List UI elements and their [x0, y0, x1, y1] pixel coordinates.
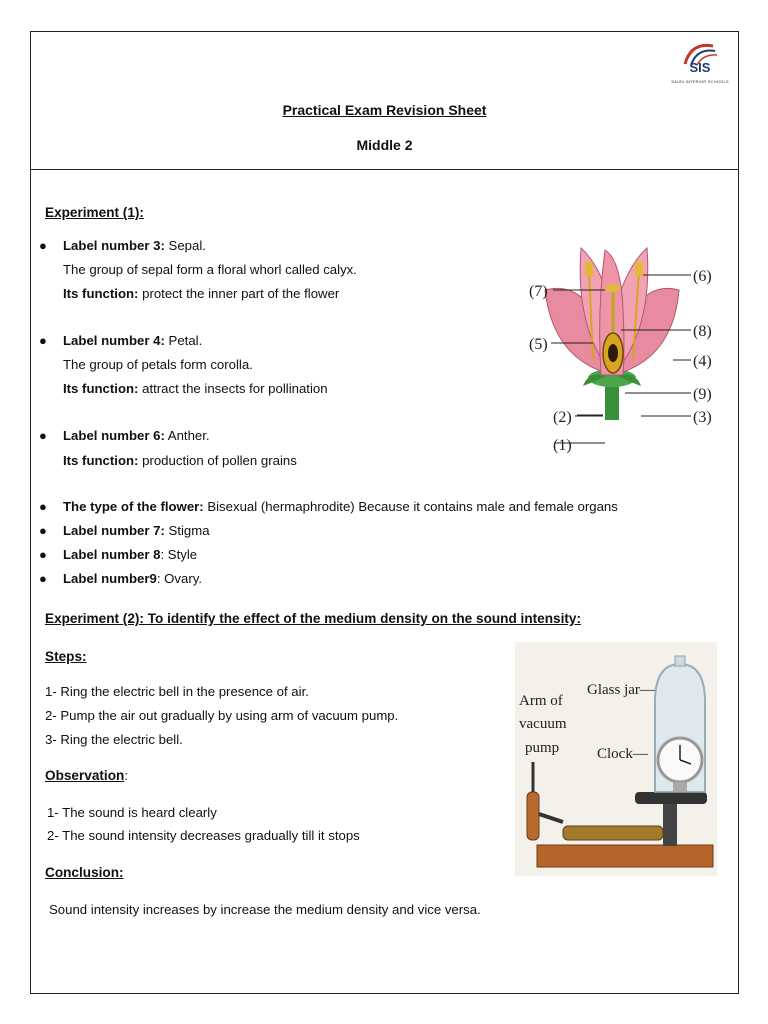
bullet: ●: [39, 499, 47, 514]
list-item: Label number 3: Sepal.: [63, 238, 206, 253]
figure-label-arm-2: vacuum: [519, 716, 567, 732]
diagram-label-6: (6): [693, 268, 712, 285]
conclusion-text: Sound intensity increases by increase the medium density and vice versa.: [49, 902, 481, 917]
header-divider: [31, 169, 738, 170]
list-item-detail: The group of petals form corolla.: [63, 357, 253, 372]
list-item: Label number 7: Stigma: [63, 523, 210, 538]
list-item: Label number 6: Anther.: [63, 428, 210, 443]
list-item: Label number 4: Petal.: [63, 333, 203, 348]
experiment1-heading: Experiment (1):: [45, 205, 144, 220]
revision-sheet: [30, 31, 739, 994]
observation-heading: Observation:: [45, 768, 128, 783]
figure-label-clock: Clock—: [597, 746, 648, 762]
list-item: Label number 8: Style: [63, 547, 198, 562]
logo-subtext: SAUDI INTERIOR SCHOOLS: [671, 79, 729, 84]
logo-text: SIS: [689, 60, 711, 75]
step-item: 3- Ring the electric bell.: [45, 732, 183, 747]
list-item-function: Its function: protect the inner part of the flower: [63, 286, 340, 301]
bullet: ●: [39, 523, 47, 538]
list-item-function: Its function: attract the insects for pollination: [63, 381, 328, 396]
diagram-label-7: (7): [529, 283, 548, 300]
list-item-function: Its function: production of pollen grains: [63, 453, 297, 468]
flower-diagram: [493, 210, 721, 454]
bullet: ●: [39, 428, 47, 443]
observation-item: 1- The sound is heard clearly: [47, 805, 217, 820]
step-item: 1- Ring the electric bell in the presence of air.: [45, 684, 309, 699]
bell-jar-figure: [515, 642, 717, 876]
step-item: 2- Pump the air out gradually by using arm of vacuum pump.: [45, 708, 399, 723]
observation-item: 2- The sound intensity decreases gradually till it stops: [47, 828, 360, 843]
bullet: ●: [39, 571, 47, 586]
conclusion-heading: Conclusion:: [45, 865, 124, 880]
diagram-label-4: (4): [693, 353, 712, 370]
page-title: Practical Exam Revision Sheet: [282, 102, 487, 118]
bullet: ●: [39, 333, 47, 348]
school-logo: [667, 38, 733, 90]
diagram-label-8: (8): [693, 323, 712, 340]
page-subtitle: Middle 2: [356, 137, 413, 153]
list-item-detail: The group of sepal form a floral whorl called calyx.: [63, 262, 357, 277]
experiment2-heading: Experiment (2): To identify the effect of the medium density on the sound intensity:: [45, 611, 581, 626]
bullet: ●: [39, 238, 47, 253]
flower-illustration: [545, 248, 679, 420]
list-item: The type of the flower: Bisexual (hermaphrodite) Because it contains male and female organs: [63, 499, 618, 514]
diagram-label-3: (3): [693, 409, 712, 426]
figure-label-arm-3: pump: [525, 740, 560, 756]
figure-label-jar: Glass jar—: [587, 682, 655, 698]
figure-label-arm-1: Arm of: [519, 693, 563, 709]
bullet: ●: [39, 547, 47, 562]
diagram-label-1: (1): [553, 437, 572, 454]
diagram-label-9: (9): [693, 386, 712, 403]
diagram-label-2: (2): [553, 409, 572, 426]
list-item: Label number9: Ovary.: [63, 571, 202, 586]
diagram-label-5: (5): [529, 336, 548, 353]
steps-heading: Steps:: [45, 649, 87, 664]
